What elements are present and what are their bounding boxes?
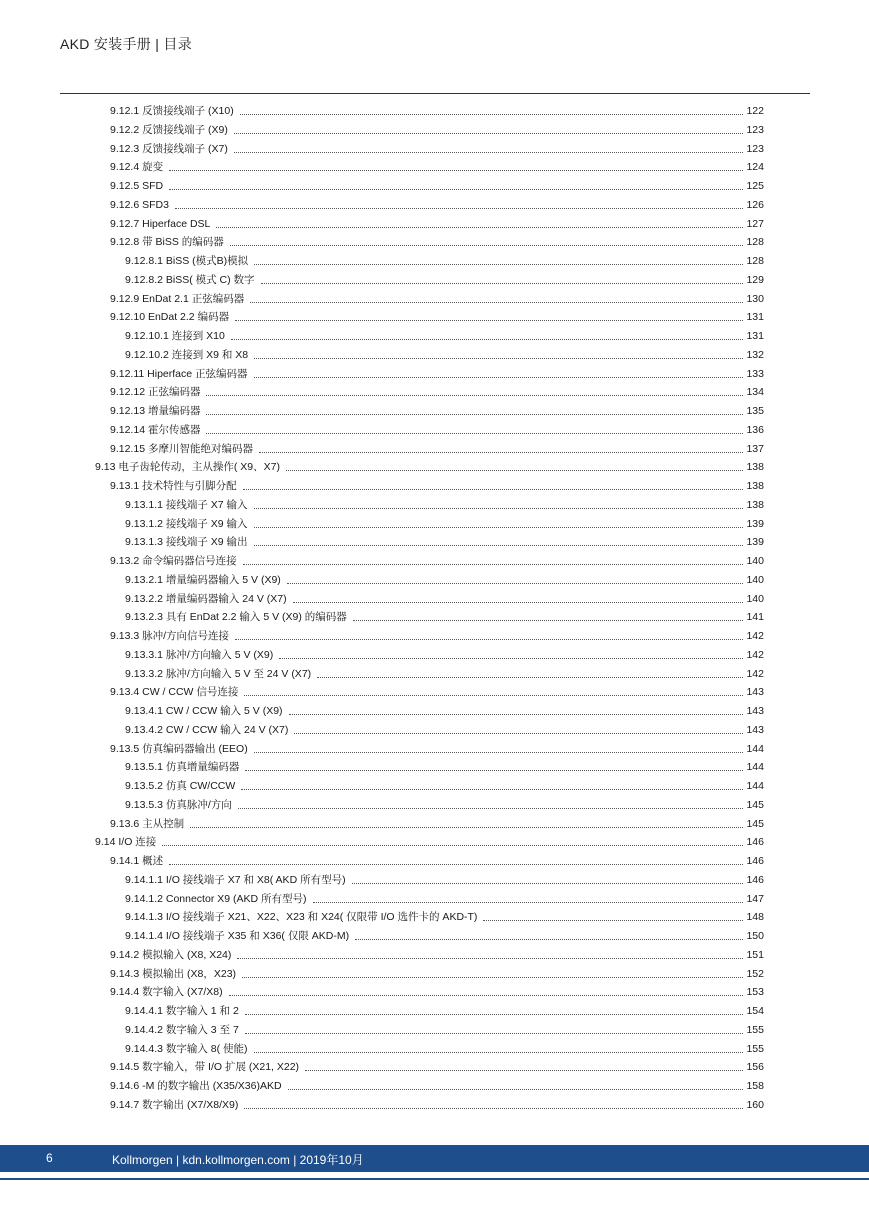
toc-entry-label: 9.13.3 脉冲/方向信号连接 <box>110 630 230 642</box>
toc-leader-dots <box>353 619 744 621</box>
toc-entry-page: 138 <box>746 461 764 474</box>
toc-entry[interactable] <box>110 440 764 456</box>
toc-entry-page: 152 <box>746 967 764 980</box>
toc-entry-label: 9.13.5.1 仿真增量编码器 <box>125 761 240 774</box>
toc-leader-dots <box>244 694 743 696</box>
toc-leader-dots <box>169 863 743 865</box>
toc-leader-dots <box>355 938 743 940</box>
toc-leader-dots <box>294 732 743 734</box>
toc-entry[interactable] <box>125 665 764 681</box>
toc-entry[interactable] <box>110 233 764 249</box>
toc-leader-dots <box>317 676 743 678</box>
toc-entry[interactable] <box>110 383 764 399</box>
toc-leader-dots <box>245 1032 744 1034</box>
toc-entry-page: 128 <box>746 255 764 267</box>
toc-entry-page: 150 <box>746 930 764 942</box>
header-divider <box>60 93 810 94</box>
toc-leader-dots <box>254 376 744 378</box>
toc-entry-page: 143 <box>746 705 764 717</box>
toc-entry-page: 122 <box>746 105 764 117</box>
toc-entry[interactable] <box>110 1077 764 1093</box>
toc-entry-label: 9.13.3.2 脉冲/方向输入 5 V 至 24 V (X7) <box>125 667 312 680</box>
toc-entry[interactable] <box>125 327 764 343</box>
toc-entry[interactable] <box>110 740 764 756</box>
toc-entry[interactable] <box>125 796 764 812</box>
toc-entry-page: 139 <box>746 517 764 530</box>
toc-entry[interactable] <box>125 927 764 943</box>
toc-entry[interactable] <box>125 1002 764 1018</box>
toc-entry-page: 142 <box>746 667 764 680</box>
toc-leader-dots <box>483 919 743 921</box>
toc-leader-dots <box>237 957 743 959</box>
toc-leader-dots <box>231 338 744 340</box>
toc-leader-dots <box>289 713 744 715</box>
toc-leader-dots <box>244 1107 743 1109</box>
toc-entry-page: 142 <box>746 630 764 642</box>
toc-entry-label: 9.12.8.1 BiSS (模式B)模拟 <box>125 255 249 267</box>
toc-entry-page: 154 <box>746 1005 764 1017</box>
toc-entry-label: 9.13.2 命令编码器信号连接 <box>110 555 237 567</box>
toc-entry-page: 135 <box>746 405 764 417</box>
toc-entry-label: 9.14.6 -M 的数字输出 (X35/X36)AKD <box>110 1080 282 1092</box>
toc-entry[interactable] <box>110 683 764 699</box>
toc-leader-dots <box>286 469 744 471</box>
toc-entry-page: 146 <box>746 855 764 867</box>
toc-entry[interactable] <box>110 402 764 418</box>
toc-entry[interactable] <box>125 908 764 924</box>
toc-leader-dots <box>254 357 743 359</box>
toc-leader-dots <box>352 882 744 884</box>
toc-entry-label: 9.13.2.2 增量编码器输入 24 V (X7) <box>125 592 287 605</box>
toc-entry[interactable] <box>125 890 764 906</box>
toc-leader-dots <box>254 507 744 509</box>
toc-entry-page: 158 <box>746 1080 764 1092</box>
toc-entry[interactable] <box>125 608 764 624</box>
toc-entry-label: 9.13.4 CW / CCW 信号连接 <box>110 686 239 699</box>
toc-entry-label: 9.12.12 正弦编码器 <box>110 386 201 399</box>
toc-entry-label: 9.12.10.2 连接到 X9 和 X8 <box>125 348 249 361</box>
footer-page-number: 6 <box>46 1151 53 1165</box>
toc-entry-page: 130 <box>746 292 764 305</box>
toc-entry-page: 131 <box>746 330 764 342</box>
toc-leader-dots <box>293 601 744 603</box>
toc-entry-page: 140 <box>746 592 764 605</box>
toc-entry-page: 144 <box>746 780 764 792</box>
toc-entry-label: 9.12.15 多摩川智能绝对编码器 <box>110 442 253 455</box>
toc-entry-label: 9.13.5.3 仿真脉冲/方向 <box>125 798 232 811</box>
toc-entry-page: 128 <box>746 236 764 249</box>
toc-entry-page: 155 <box>746 1023 764 1036</box>
toc-entry-label: 9.14 I/O 连接 <box>95 836 157 849</box>
toc-leader-dots <box>241 788 743 790</box>
toc-entry[interactable] <box>110 627 764 643</box>
toc-entry[interactable] <box>110 421 764 437</box>
toc-entry-page: 134 <box>746 386 764 399</box>
toc-entry-label: 9.14.3 模拟输出 (X8，X23) <box>110 967 237 980</box>
toc-entry[interactable] <box>110 102 764 118</box>
toc-leader-dots <box>234 132 744 134</box>
toc-entry-label: 9.13.6 主从控制 <box>110 817 185 830</box>
toc-entry[interactable] <box>110 158 764 174</box>
toc-entry-page: 160 <box>746 1098 764 1111</box>
toc-leader-dots <box>206 394 743 396</box>
toc-leader-dots <box>230 244 744 246</box>
toc-entry-page: 126 <box>746 198 764 211</box>
toc-entry-label: 9.14.4 数字输入 (X7/X8) <box>110 986 223 999</box>
toc-entry[interactable] <box>110 308 764 324</box>
toc-entry-label: 9.12.10.1 连接到 X10 <box>125 330 225 342</box>
toc-entry[interactable] <box>125 590 764 606</box>
toc-entry-page: 133 <box>746 367 764 380</box>
toc-entry-label: 9.12.8 带 BiSS 的编码器 <box>110 236 224 249</box>
toc-entry-label: 9.12.6 SFD3 <box>110 198 169 211</box>
toc-entry-label: 9.12.3 反馈接线端子 (X7) <box>110 142 228 155</box>
toc-entry-label: 9.13.1.2 接线端子 X9 输入 <box>125 517 248 530</box>
toc-entry-label: 9.14.4.2 数字输入 3 至 7 <box>125 1023 239 1036</box>
toc-leader-dots <box>206 432 743 434</box>
toc-entry[interactable] <box>95 833 764 849</box>
toc-entry[interactable] <box>110 290 764 306</box>
toc-entry-label: 9.13.1.3 接线端子 X9 输出 <box>125 536 248 549</box>
toc-entry[interactable] <box>125 533 764 549</box>
toc-entry-page: 141 <box>746 611 764 624</box>
toc-entry-label: 9.12.11 Hiperface 正弦编码器 <box>110 367 248 380</box>
toc-leader-dots <box>254 1051 744 1053</box>
toc-entry[interactable] <box>125 702 764 718</box>
toc-entry-label: 9.12.9 EnDat 2.1 正弦编码器 <box>110 292 245 305</box>
toc-entry-label: 9.14.7 数字输出 (X7/X8/X9) <box>110 1098 239 1111</box>
toc-entry[interactable] <box>125 721 764 737</box>
toc-entry-label: 9.12.1 反馈接线端子 (X10) <box>110 105 234 117</box>
toc-entry-page: 138 <box>746 480 764 492</box>
header-title: AKD 安装手册 | 目录 <box>60 36 192 52</box>
toc-leader-dots <box>234 151 744 153</box>
toc-entry-page: 144 <box>746 761 764 774</box>
toc-leader-dots <box>169 188 743 190</box>
toc-entry-label: 9.13.2.1 增量编码器输入 5 V (X9) <box>125 573 281 586</box>
toc-leader-dots <box>305 1069 743 1071</box>
toc-entry-label: 9.12.7 Hiperface DSL <box>110 217 211 230</box>
toc-entry-page: 147 <box>746 892 764 905</box>
toc-entry-label: 9.12.8.2 BiSS( 模式 C) 数字 <box>125 273 255 286</box>
toc-entry-label: 9.13.5.2 仿真 CW/CCW <box>125 780 236 792</box>
toc-entry-page: 139 <box>746 536 764 549</box>
toc-leader-dots <box>216 226 743 228</box>
toc-entry[interactable] <box>110 177 764 193</box>
toc-entry-page: 153 <box>746 986 764 999</box>
toc-entry-page: 151 <box>746 948 764 961</box>
toc-leader-dots <box>238 807 744 809</box>
toc-entry-label: 9.14.1.4 I/O 接线端子 X35 和 X36( 仅限 AKD-M) <box>125 930 350 942</box>
toc-leader-dots <box>254 544 744 546</box>
toc-entry[interactable] <box>125 346 764 362</box>
toc-entry-page: 155 <box>746 1042 764 1055</box>
toc-entry[interactable] <box>110 815 764 831</box>
footer-text: Kollmorgen | kdn.kollmorgen.com | 2019年10月 <box>112 1153 364 1167</box>
toc-entry[interactable] <box>110 196 764 212</box>
toc-entry-page: 129 <box>746 273 764 286</box>
toc-entry[interactable] <box>110 215 764 231</box>
toc-leader-dots <box>169 169 743 171</box>
toc-entry-label: 9.13.2.3 具有 EnDat 2.2 输入 5 V (X9) 的编码器 <box>125 611 347 624</box>
toc-entry[interactable] <box>125 758 764 774</box>
toc-entry-label: 9.14.5 数字输入，带 I/O 扩展 (X21, X22) <box>110 1061 300 1074</box>
toc-leader-dots <box>279 657 743 659</box>
toc-entry[interactable] <box>125 271 764 287</box>
toc-entry-label: 9.14.4.3 数字输入 8( 使能) <box>125 1042 248 1055</box>
toc-entry-page: 127 <box>746 217 764 230</box>
toc-entry-page: 132 <box>746 348 764 361</box>
toc-entry-page: 123 <box>746 142 764 155</box>
toc-leader-dots <box>235 319 743 321</box>
toc-entry[interactable] <box>125 871 764 887</box>
toc-entry[interactable] <box>110 1096 764 1112</box>
toc-entry-page: 144 <box>746 742 764 755</box>
toc-entry-page: 125 <box>746 180 764 192</box>
toc-entry[interactable] <box>125 1040 764 1056</box>
toc-leader-dots <box>243 563 744 565</box>
toc-leader-dots <box>259 451 744 453</box>
toc-entry-page: 140 <box>746 555 764 567</box>
toc-entry[interactable] <box>110 1058 764 1074</box>
toc-entry-label: 9.13.1 技术特性与引脚分配 <box>110 480 237 492</box>
toc-entry-label: 9.13.4.2 CW / CCW 输入 24 V (X7) <box>125 723 289 736</box>
toc-entry[interactable] <box>125 777 764 793</box>
toc-entry-page: 140 <box>746 573 764 586</box>
toc-entry-page: 146 <box>746 873 764 886</box>
toc-leader-dots <box>243 488 744 490</box>
toc-leader-dots <box>313 901 744 903</box>
toc-entry[interactable] <box>110 140 764 156</box>
toc-entry[interactable] <box>110 852 764 868</box>
toc-entry-label: 9.14.1 概述 <box>110 855 164 867</box>
toc-leader-dots <box>235 638 743 640</box>
toc-entry[interactable] <box>110 121 764 137</box>
toc-entry[interactable] <box>110 365 764 381</box>
toc-entry-label: 9.13.3.1 脉冲/方向输入 5 V (X9) <box>125 648 274 661</box>
toc-entry-label: 9.13.5 仿真编码器输出 (EEO) <box>110 742 248 755</box>
toc-entry-page: 131 <box>746 311 764 324</box>
toc-entry-label: 9.12.10 EnDat 2.2 编码器 <box>110 311 230 324</box>
toc-entry-page: 145 <box>746 817 764 830</box>
toc-entry-label: 9.14.1.2 Connector X9 (AKD 所有型号) <box>125 892 307 905</box>
toc-leader-dots <box>206 413 743 415</box>
toc-entry-page: 143 <box>746 686 764 699</box>
toc-entry-label: 9.14.4.1 数字输入 1 和 2 <box>125 1005 239 1017</box>
toc-entry-label: 9.12.2 反馈接线端子 (X9) <box>110 123 228 136</box>
toc-entry-label: 9.12.4 旋变 <box>110 161 164 174</box>
toc-leader-dots <box>242 976 743 978</box>
toc-entry-page: 156 <box>746 1061 764 1074</box>
toc-leader-dots <box>250 301 743 303</box>
toc-entry[interactable] <box>110 552 764 568</box>
toc-entry-page: 143 <box>746 723 764 736</box>
toc-entry[interactable] <box>125 571 764 587</box>
toc-leader-dots <box>229 994 744 996</box>
toc-entry[interactable] <box>125 252 764 268</box>
toc-leader-dots <box>261 282 744 284</box>
toc-entry-page: 123 <box>746 123 764 136</box>
toc-entry-page: 124 <box>746 161 764 174</box>
toc-leader-dots <box>240 113 744 115</box>
toc-leader-dots <box>162 844 743 846</box>
toc-entry[interactable] <box>125 646 764 662</box>
toc-leader-dots <box>245 769 743 771</box>
footer-divider <box>0 1178 869 1180</box>
toc-leader-dots <box>254 263 743 265</box>
toc-entry-page: 136 <box>746 423 764 436</box>
toc-leader-dots <box>190 826 743 828</box>
toc-entry-page: 137 <box>746 442 764 455</box>
toc-leader-dots <box>254 526 744 528</box>
toc-entry[interactable] <box>110 946 764 962</box>
toc-entry-label: 9.14.1.3 I/O 接线端子 X21、X22、X23 和 X24( 仅限带 I/O 选件卡的 AKD-T) <box>125 911 478 924</box>
toc-leader-dots <box>254 751 744 753</box>
toc-entry-label: 9.13.4.1 CW / CCW 输入 5 V (X9) <box>125 705 283 717</box>
toc-entry[interactable] <box>125 515 764 531</box>
toc-entry-label: 9.13 电子齿轮传动，主从操作( X9、X7) <box>95 461 280 474</box>
toc-entry-page: 146 <box>746 836 764 849</box>
toc-entry-label: 9.12.14 霍尔传感器 <box>110 423 201 436</box>
toc-entry-label: 9.13.1.1 接线端子 X7 输入 <box>125 498 248 511</box>
footer-bar <box>0 1145 869 1172</box>
toc-entry[interactable] <box>95 458 764 474</box>
toc-entry[interactable] <box>125 1021 764 1037</box>
toc-leader-dots <box>175 207 744 209</box>
toc-leader-dots <box>245 1013 744 1015</box>
toc-entry-page: 148 <box>746 911 764 924</box>
toc-entry[interactable] <box>125 496 764 512</box>
toc-entry-label: 9.12.5 SFD <box>110 180 164 192</box>
toc-entry-page: 145 <box>746 798 764 811</box>
toc-entry-label: 9.14.1.1 I/O 接线端子 X7 和 X8( AKD 所有型号) <box>125 873 346 886</box>
toc-entry[interactable] <box>110 477 764 493</box>
toc-entry-page: 142 <box>746 648 764 661</box>
toc-entry-label: 9.14.2 模拟输入 (X8, X24) <box>110 948 232 961</box>
toc-leader-dots <box>287 582 744 584</box>
toc-entry[interactable] <box>110 983 764 999</box>
toc-entry[interactable] <box>110 965 764 981</box>
toc-entry-page: 138 <box>746 498 764 511</box>
toc-entry-label: 9.12.13 增量编码器 <box>110 405 201 417</box>
toc-leader-dots <box>288 1088 744 1090</box>
